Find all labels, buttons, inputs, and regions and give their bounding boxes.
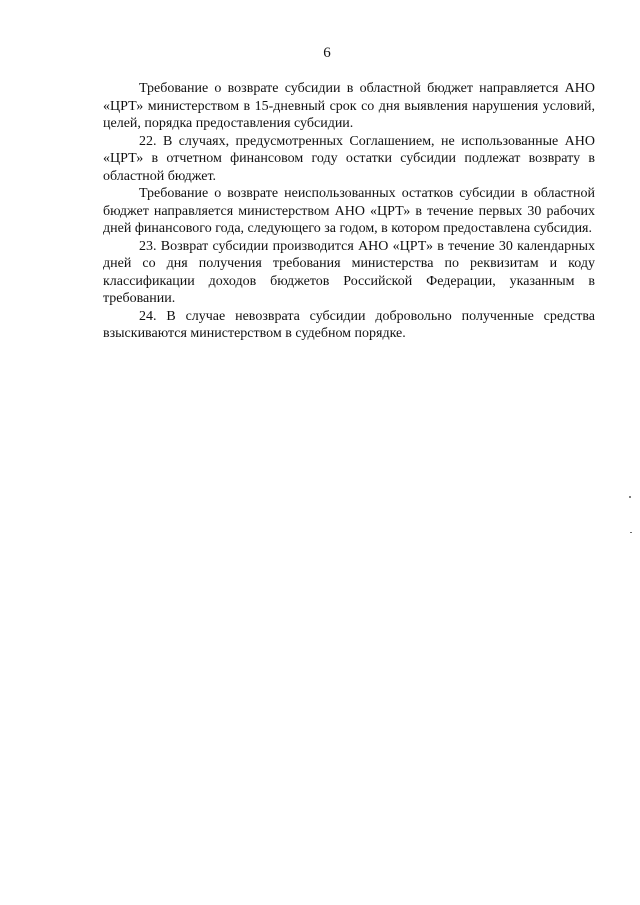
scan-speck [630,532,632,533]
scan-speck [629,496,631,498]
paragraph-22: 22. В случаях, предусмотренных Соглашением, не использованные АНО «ЦРТ» в отчетном финансовом году остатки субсидии подлежат возврату в областной бюджет. [103,133,595,184]
paragraph-unused-balance-requirement: Требование о возврате неиспользованных остатков субсидии в областной бюджет направляется министерством АНО «ЦРТ» в течение первых 30 рабочих дней финансового года, следующего за годом, в котором предоставлена субсидия. [103,186,595,236]
document-body [103,80,595,343]
paragraph-24: 24. В случае невозврата субсидии добровольно полученные средства взыскиваются министерством в судебном порядке. [103,308,595,341]
paragraph-return-requirement: Требование о возврате субсидии в областной бюджет направляется АНО «ЦРТ» министерством в 15-дневный срок со дня выявления нарушения условий, целей, порядка предоставления субсидии. [103,81,595,131]
page-number: 6 [323,45,331,61]
paragraph-23: 23. Возврат субсидии производится АНО «ЦРТ» в течение 30 календарных дней со дня получения требования министерства по реквизитам и коду классификации доходов бюджетов Российской Федерации, указанным в требовании. [103,238,595,306]
